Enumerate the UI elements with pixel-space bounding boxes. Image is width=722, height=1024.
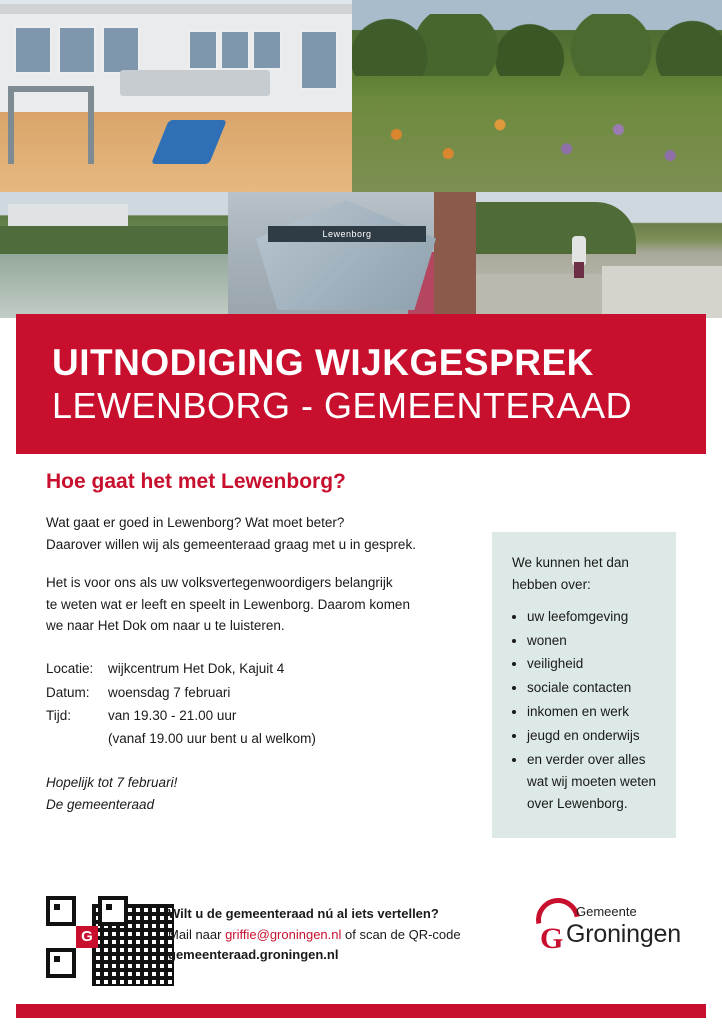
body-line-1: Het is voor ons als uw volksvertegenwoordigers belangrijk bbox=[46, 574, 393, 590]
qr-eye-top-right bbox=[98, 896, 128, 926]
climbing-frame-post bbox=[8, 86, 14, 164]
list-item: • veiligheid bbox=[527, 653, 658, 675]
photo-row-top bbox=[0, 0, 722, 192]
qr-logo: G bbox=[76, 926, 98, 948]
detail-row-location bbox=[46, 657, 466, 680]
qr-eye-top-left bbox=[46, 896, 76, 926]
window bbox=[220, 30, 250, 70]
footer-mail-suffix: of scan de QR-code bbox=[341, 926, 461, 942]
body-paragraph bbox=[46, 572, 466, 638]
logo-g-letter: G bbox=[540, 922, 564, 955]
topics-intro-line-1: We kunnen het dan bbox=[512, 555, 629, 570]
body-line-2: te weten wat er leeft en speelt in Lewenborg. Daarom komen bbox=[46, 596, 410, 612]
topics-box bbox=[492, 532, 676, 838]
signoff-line-1: Hopelijk tot 7 februari! bbox=[46, 775, 178, 791]
banner-title-line2: LEWENBORG - GEMEENTERAAD bbox=[52, 384, 633, 426]
detail-row-time bbox=[46, 704, 466, 727]
intro-paragraph bbox=[46, 512, 466, 556]
detail-row-date bbox=[46, 681, 466, 704]
main-column bbox=[46, 470, 466, 815]
footer-mail-prefix: Mail naar bbox=[168, 926, 226, 942]
page-title: Hoe gaat het met Lewenborg? bbox=[46, 470, 346, 493]
bridge-railing bbox=[602, 266, 722, 318]
climbing-frame-beam bbox=[8, 86, 94, 92]
photo-collage bbox=[0, 0, 722, 318]
topics-list bbox=[512, 606, 658, 815]
bottom-red-bar bbox=[16, 1004, 706, 1018]
detail-value: wijkcentrum Het Dok, Kajuit 4 bbox=[108, 661, 285, 677]
list-item: • inkomen en werk bbox=[527, 701, 658, 723]
park-flowers-photo bbox=[352, 0, 722, 192]
window bbox=[252, 30, 282, 70]
cyclist-bridge-photo bbox=[476, 192, 722, 318]
list-item: • en verder over alles wat wij moeten weten over Lewenborg. bbox=[527, 749, 658, 815]
qr-eye-bottom-left bbox=[46, 948, 76, 978]
tree-line bbox=[352, 14, 722, 76]
list-item: • uw leefomgeving bbox=[527, 606, 658, 628]
photo-row-bottom bbox=[0, 192, 722, 318]
body-line-3: we naar Het Dok om naar u te luisteren. bbox=[46, 618, 285, 634]
footer-question: Wilt u de gemeenteraad nú al iets vertellen? bbox=[168, 906, 439, 921]
signoff bbox=[46, 772, 466, 815]
climbing-frame-post bbox=[88, 86, 94, 164]
pond-photo bbox=[0, 192, 228, 318]
detail-label: Tijd: bbox=[46, 707, 72, 723]
footer-mail-line bbox=[168, 925, 461, 946]
topics-intro-line-2: hebben over: bbox=[512, 576, 591, 592]
intro-line-2: Daarover willen wij als gemeenteraad graag met u in gesprek. bbox=[46, 536, 416, 552]
shopping-centre-sign: Lewenborg bbox=[268, 226, 426, 242]
footer bbox=[0, 888, 722, 988]
detail-label: Datum: bbox=[46, 684, 90, 700]
glass-entrance bbox=[256, 200, 436, 310]
detail-value: woensdag 7 februari bbox=[108, 684, 231, 700]
email-link[interactable]: griffie@groningen.nl bbox=[225, 926, 342, 942]
footer-text bbox=[168, 904, 461, 966]
window bbox=[102, 26, 140, 74]
tree-line bbox=[476, 202, 636, 254]
window bbox=[300, 30, 338, 90]
flower-bed bbox=[352, 96, 722, 192]
window bbox=[58, 26, 96, 74]
event-details bbox=[46, 657, 466, 750]
banner-title-line1: UITNODIGING WIJKGESPREK bbox=[52, 342, 594, 384]
detail-row-time-note bbox=[46, 727, 466, 750]
roofline bbox=[0, 4, 352, 14]
detail-label: Locatie: bbox=[46, 661, 94, 677]
school-playground-photo bbox=[0, 0, 352, 192]
detail-value: (vanaf 19.00 uur bent u al welkom) bbox=[108, 730, 316, 746]
window bbox=[188, 30, 218, 70]
intro-line-1: Wat gaat er goed in Lewenborg? Wat moet beter? bbox=[46, 515, 345, 530]
window bbox=[14, 26, 52, 74]
footer-website[interactable]: gemeenteraad.groningen.nl bbox=[168, 947, 339, 963]
detail-label bbox=[46, 727, 108, 750]
brick-wall bbox=[434, 192, 476, 318]
list-item: • jeugd en onderwijs bbox=[527, 725, 658, 747]
title-banner bbox=[16, 314, 706, 454]
signoff-line-2: De gemeenteraad bbox=[46, 796, 155, 812]
list-item: • wonen bbox=[527, 630, 658, 652]
list-item: • sociale contacten bbox=[527, 677, 658, 699]
canopy bbox=[120, 70, 270, 96]
water-surface bbox=[0, 254, 228, 318]
bicycle bbox=[574, 262, 584, 278]
qr-code[interactable] bbox=[46, 896, 128, 978]
shopping-centre-photo bbox=[228, 192, 476, 318]
topics-intro bbox=[512, 552, 658, 596]
logo-groningen-text: Groningen bbox=[566, 920, 681, 948]
detail-value: van 19.30 - 21.00 uur bbox=[108, 707, 237, 723]
logo-gemeente-text: Gemeente bbox=[576, 904, 637, 919]
school-building bbox=[0, 4, 352, 119]
